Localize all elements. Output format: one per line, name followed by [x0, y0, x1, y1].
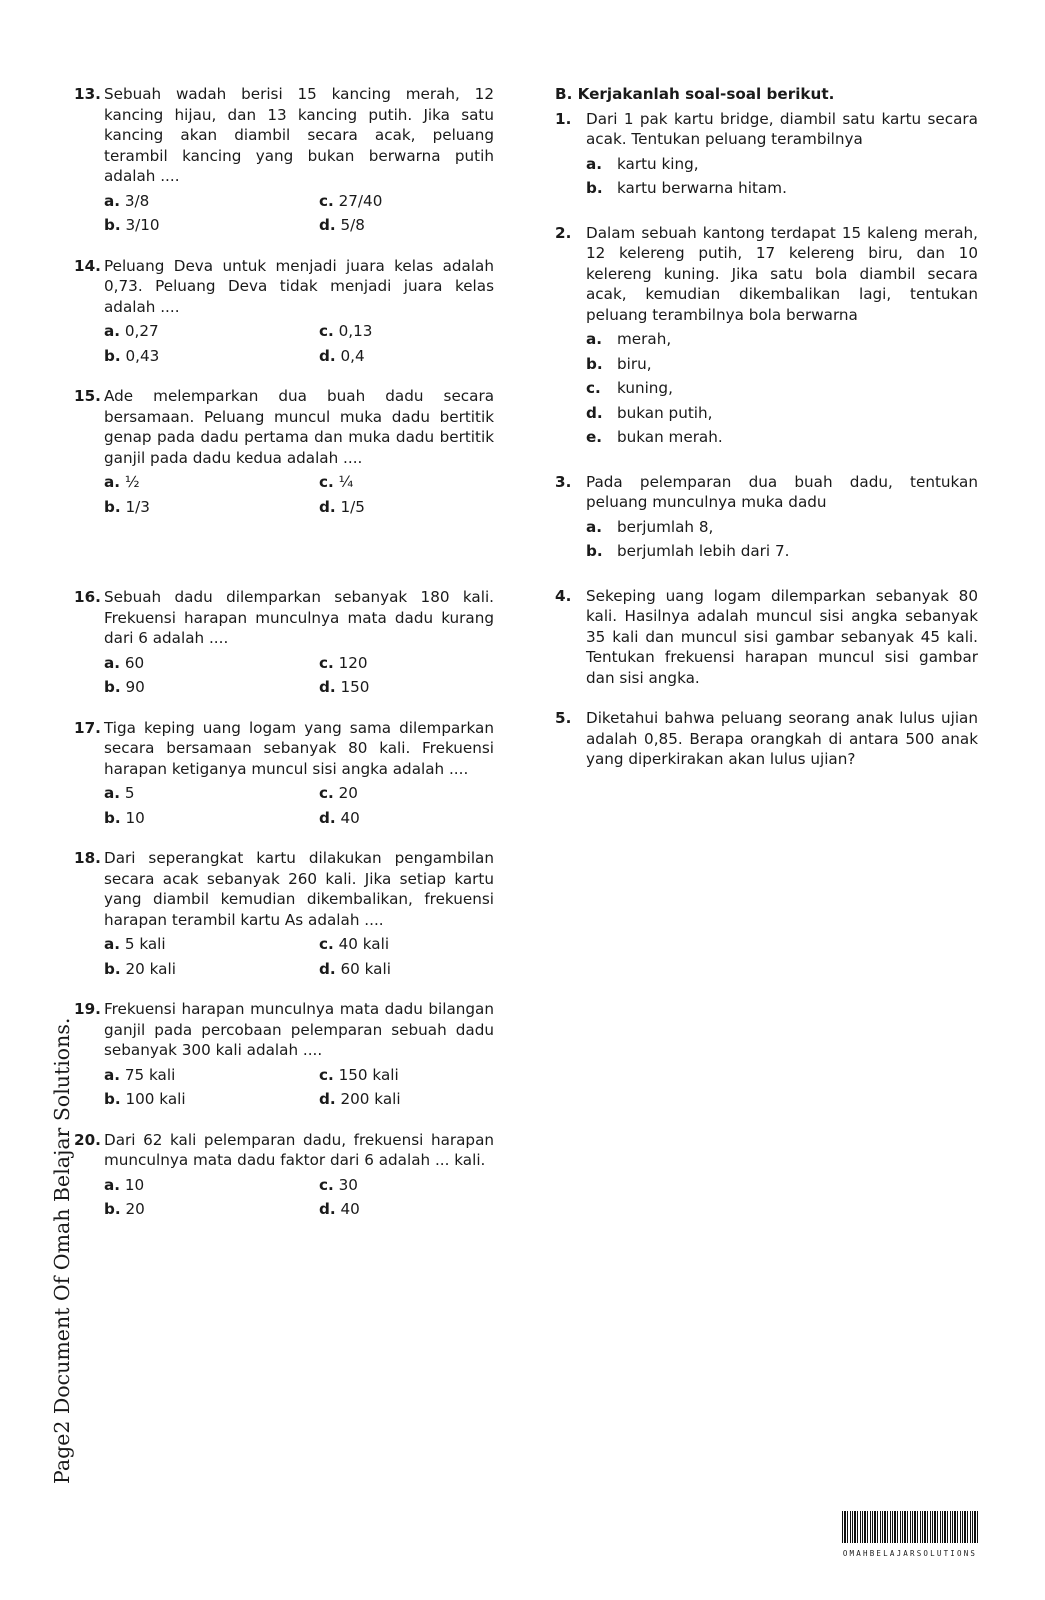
item-text: Pada pelemparan dua buah dadu, tentukan peluang munculnya muka dadu — [586, 472, 978, 511]
option-a: a. 0,27 — [104, 322, 159, 340]
question-20 — [74, 1130, 494, 1220]
question-text: Sebuah dadu dilemparkan sebanyak 180 kali. Frekuensi harapan munculnya mata dadu kurang dari 6 adalah .... — [104, 588, 494, 647]
option-a: a. 3/8 — [104, 191, 150, 210]
question-text: Tiga keping uang logam yang sama dilemparkan secara bersamaan sebanyak 80 kali. Frekuensi harapan ketiganya muncul sisi angka adalah .... — [104, 718, 494, 778]
option-a: a. 10 — [104, 1175, 145, 1194]
barcode-bars — [842, 1511, 978, 1543]
question-number: 20. — [74, 1130, 101, 1149]
sub-item-d: d. bukan putih, — [586, 403, 713, 422]
option-c: c. 150 kali — [319, 1065, 399, 1084]
sub-item-e: e. bukan merah. — [586, 428, 723, 446]
option-d: d. 200 kali — [319, 1090, 401, 1108]
sub-item-a: a. berjumlah 8, — [586, 517, 714, 536]
question-number: 16. — [74, 588, 101, 606]
essay-item-5 — [555, 708, 978, 770]
sub-item-b: b. berjumlah lebih dari 7. — [586, 542, 790, 560]
question-text: Frekuensi harapan munculnya mata dadu bilangan ganjil pada percobaan pelemparan sebuah dadu sebanyak 300 kali adalah .... — [104, 1000, 494, 1059]
sub-item-a: a. merah, — [586, 330, 672, 348]
question-text: Dari seperangkat kartu dilakukan pengambilan secara acak sebanyak 260 kali. Jika setiap kartu yang diambil kemudian dikembalikan, frekuensi harapan terambil kartu As adalah .... — [104, 849, 494, 929]
option-d: d. 5/8 — [319, 216, 365, 234]
option-d: d. 60 kali — [319, 959, 391, 978]
option-b: b. 20 — [104, 1200, 145, 1218]
option-c: c. 27/40 — [319, 191, 383, 210]
question-number: 15. — [74, 387, 101, 405]
question-number: 18. — [74, 849, 101, 867]
option-d: d. 0,4 — [319, 346, 365, 365]
option-b: b. 90 — [104, 678, 145, 696]
question-19 — [74, 999, 494, 1110]
option-d: d. 150 — [319, 678, 370, 696]
sub-item-c: c. kuning, — [586, 379, 673, 397]
multiple-choice-column — [74, 84, 494, 1220]
question-14 — [74, 256, 494, 367]
question-text: Ade melemparkan dua buah dadu secara bersamaan. Peluang muncul muka dadu bertitik genap pada dadu pertama dan muka dadu bertitik ganjil pada dadu kedua adalah .... — [104, 387, 494, 467]
question-15 — [74, 386, 494, 517]
essay-item-2 — [555, 223, 978, 448]
sub-item-a: a. kartu king, — [586, 154, 699, 173]
section-b-title: B. Kerjakanlah soal-soal berikut. — [555, 85, 835, 103]
item-number: 1. — [555, 109, 572, 128]
essay-item-3 — [555, 472, 978, 562]
barcode — [842, 1511, 978, 1565]
question-text: Sebuah wadah berisi 15 kancing merah, 12 kancing hijau, dan 13 kancing putih. Jika satu kancing akan diambil secara acak, peluang terambil kancing yang bukan berwarna putih adalah .... — [104, 85, 494, 185]
item-text: Dari 1 pak kartu bridge, diambil satu kartu secara acak. Tentukan peluang terambilnya — [586, 109, 978, 148]
option-a: a. 60 — [104, 653, 145, 672]
barcode-text: OMAHBELAJARSOLUTIONS — [842, 1549, 978, 1558]
question-number: 14. — [74, 256, 101, 275]
item-number: 3. — [555, 472, 572, 491]
sub-item-b: b. biru, — [586, 354, 652, 373]
essay-column — [555, 84, 978, 770]
page-footer-vertical: Page2 Document Of Omah Belajar Solutions. — [50, 1017, 74, 1484]
option-b: b. 1/3 — [104, 497, 150, 516]
question-number: 17. — [74, 718, 101, 737]
option-c: c. ¼ — [319, 473, 354, 491]
option-b: b. 3/10 — [104, 216, 160, 234]
question-text: Peluang Deva untuk menjadi juara kelas adalah 0,73. Peluang Deva tidak menjadi juara kelas adalah .... — [104, 256, 494, 316]
item-text: Dalam sebuah kantong terdapat 15 kaleng merah, 12 kelereng putih, 17 kelereng biru, dan 10 kelereng kuning. Jika satu bola diambil secara acak, kemudian dikembalikan lagi, tentukan peluang terambilnya bola berwarna — [586, 223, 978, 324]
option-c: c. 30 — [319, 1175, 358, 1194]
item-number: 5. — [555, 709, 572, 727]
option-b: b. 100 kali — [104, 1090, 186, 1108]
essay-item-4 — [555, 586, 978, 689]
option-b: b. 10 — [104, 808, 145, 827]
option-b: b. 0,43 — [104, 346, 160, 365]
question-16 — [74, 587, 494, 698]
option-d: d. 40 — [319, 808, 360, 827]
option-a: a. ½ — [104, 473, 140, 491]
question-number: 19. — [74, 1000, 101, 1018]
option-b: b. 20 kali — [104, 959, 176, 978]
item-text: Diketahui bahwa peluang seorang anak lulus ujian adalah 0,85. Berapa orangkah di antara 500 anak yang diperkirakan akan lulus ujian? — [586, 709, 978, 768]
question-number: 13. — [74, 85, 101, 103]
item-text: Sekeping uang logam dilemparkan sebanyak 80 kali. Hasilnya adalah muncul sisi angka sebanyak 35 kali dan muncul sisi gambar sebanyak 45 kali. Tentukan frekuensi harapan muncul sisi gambar dan sisi angka. — [586, 586, 978, 687]
option-a: a. 75 kali — [104, 1065, 176, 1084]
question-13 — [74, 84, 494, 236]
option-d: d. 40 — [319, 1200, 360, 1218]
question-17 — [74, 718, 494, 829]
item-number: 2. — [555, 223, 572, 242]
item-number: 4. — [555, 586, 572, 605]
option-c: c. 20 — [319, 784, 358, 802]
option-d: d. 1/5 — [319, 497, 365, 516]
essay-item-1 — [555, 109, 978, 199]
option-a: a. 5 — [104, 784, 135, 802]
question-18 — [74, 848, 494, 979]
sub-item-b: b. kartu berwarna hitam. — [586, 179, 787, 197]
option-c: c. 120 — [319, 653, 368, 672]
option-c: c. 0,13 — [319, 322, 373, 340]
question-text: Dari 62 kali pelemparan dadu, frekuensi harapan munculnya mata dadu faktor dari 6 adalah ... kali. — [104, 1130, 494, 1169]
option-a: a. 5 kali — [104, 935, 166, 953]
option-c: c. 40 kali — [319, 935, 390, 953]
